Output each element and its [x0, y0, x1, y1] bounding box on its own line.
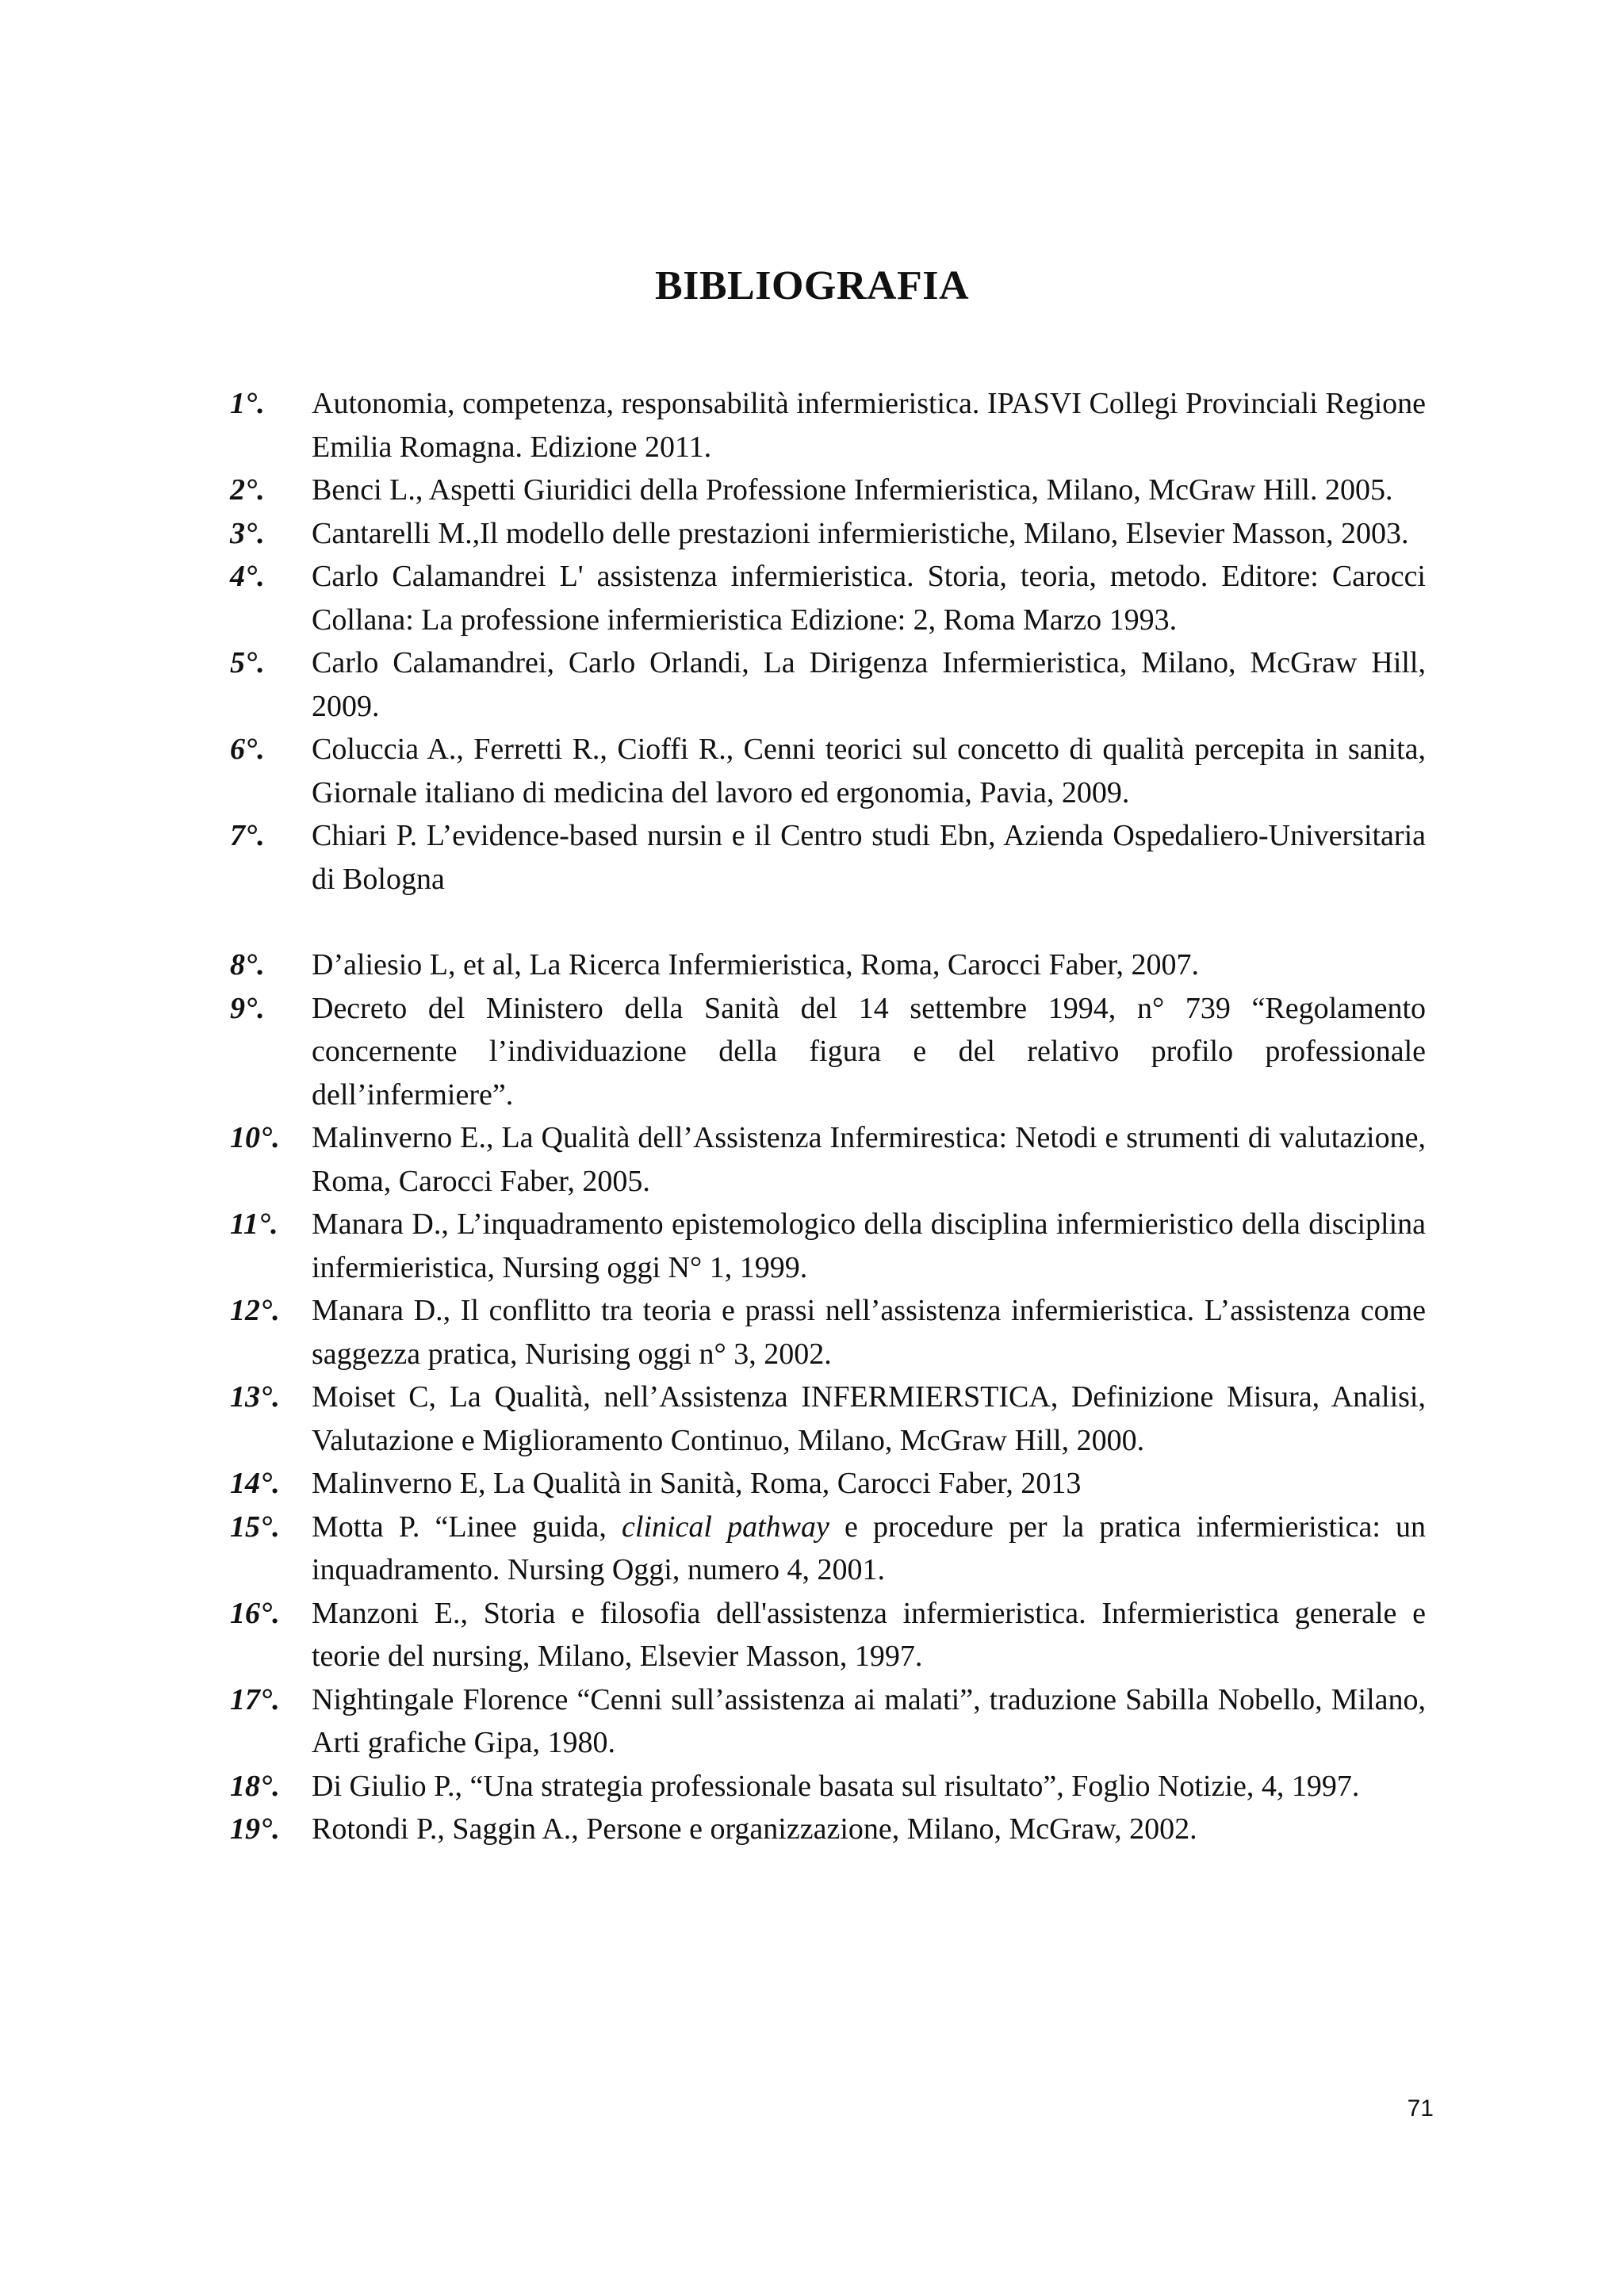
- entry-number: 13°.: [230, 1380, 280, 1414]
- bibliography-entry: [230, 1808, 1426, 1851]
- entry-number: 11°.: [230, 1207, 278, 1241]
- entry-text: Malinverno E, La Qualità in Sanità, Roma, Carocci Faber, 2013: [312, 1467, 1082, 1500]
- bibliography-entry: [230, 1289, 1426, 1376]
- page-number: 71: [1407, 2095, 1434, 2122]
- entry-number: 18°.: [230, 1769, 280, 1803]
- entry-number: 19°.: [230, 1812, 280, 1846]
- bibliography-entry: [230, 1116, 1426, 1203]
- bibliography-entry: [230, 1462, 1426, 1506]
- bibliography-entry: [230, 1678, 1426, 1765]
- entry-text: Decreto del Ministero della Sanità del 14 settembre 1994, n° 739 “Regolamento concernente l’individuazione della figura e del relativo profilo professionale dell’infermiere”.: [312, 991, 1426, 1112]
- entry-text: Di Giulio P., “Una strategia professionale basata sul risultato”, Foglio Notizie, 4, 1997.: [312, 1769, 1360, 1803]
- entry-text: D’aliesio L, et al, La Ricerca Infermieristica, Roma, Carocci Faber, 2007.: [312, 948, 1200, 982]
- entry-number: 7°.: [230, 819, 265, 852]
- bibliography-entry: [230, 1506, 1426, 1592]
- entry-text-part: e procedure per la pratica infermieristica: un inquadramento. Nursing Oggi, numero 4, 2001.: [312, 1510, 1427, 1586]
- entry-number: 9°.: [230, 991, 265, 1025]
- page-title: BIBLIOGRAFIA: [654, 262, 970, 308]
- bibliography-entry: [230, 1376, 1426, 1462]
- entry-number: 8°.: [230, 948, 265, 982]
- entry-text: Benci L., Aspetti Giuridici della Professione Infermieristica, Milano, McGraw Hill. 2005.: [312, 473, 1393, 507]
- entry-number: 1°.: [230, 387, 265, 420]
- entry-text: Coluccia A., Ferretti R., Cioffi R., Cenni teorici sul concetto di qualità percepita in sanita, Giornale italiano di medicina del lavoro ed ergonomia, Pavia, 2009.: [312, 733, 1426, 809]
- entry-number: 15°.: [230, 1510, 280, 1544]
- entry-text: Autonomia, competenza, responsabilità infermieristica. IPASVI Collegi Provinciali Regione Emilia Romagna. Edizione 2011.: [312, 387, 1426, 464]
- entry-text-italic: clinical pathway: [622, 1510, 829, 1544]
- entry-number: 10°.: [230, 1121, 280, 1154]
- entry-number: 6°.: [230, 733, 265, 766]
- entry-text: Nightingale Florence “Cenni sull’assistenza ai malati”, traduzione Sabilla Nobello, Milano, Arti grafiche Gipa, 1980.: [312, 1682, 1426, 1759]
- bibliography-entry: [230, 728, 1426, 814]
- entry-number: 14°.: [230, 1467, 280, 1500]
- entry-text: Carlo Calamandrei, Carlo Orlandi, La Dirigenza Infermieristica, Milano, McGraw Hill, 2009.: [312, 646, 1426, 723]
- bibliography-entry: [230, 943, 1426, 987]
- entry-text: Malinverno E., La Qualità dell’Assistenza Infermirestica: Netodi e strumenti di valutazione, Roma, Carocci Faber, 2005.: [312, 1121, 1426, 1198]
- bibliography-entry: [230, 1592, 1426, 1678]
- bibliography-entry: [230, 382, 1426, 469]
- entry-text: Chiari P. L’evidence-based nursin e il Centro studi Ebn, Azienda Ospedaliero-Universitaria di Bologna: [312, 819, 1426, 896]
- entry-text: Moiset C, La Qualità, nell’Assistenza INFERMIERSTICA, Definizione Misura, Analisi, Valutazione e Miglioramento Continuo, Milano, McGraw Hill, 2000.: [312, 1380, 1426, 1457]
- entry-number: 3°.: [230, 516, 265, 550]
- bibliography-entry: [230, 641, 1426, 728]
- entry-number: 4°.: [230, 560, 265, 593]
- bibliography-entry: [230, 814, 1426, 901]
- entry-number: 12°.: [230, 1294, 280, 1327]
- entry-number: 5°.: [230, 646, 265, 679]
- entry-number: 16°.: [230, 1596, 280, 1630]
- entry-number: 17°.: [230, 1682, 280, 1716]
- entry-text: Cantarelli M.,Il modello delle prestazioni infermieristiche, Milano, Elsevier Masson, 2003.: [312, 516, 1409, 550]
- entry-number: 2°.: [230, 473, 265, 507]
- entry-text-part: Motta P. “Linee guida,: [312, 1510, 622, 1544]
- bibliography-entry: [230, 469, 1426, 512]
- entry-text: Carlo Calamandrei L' assistenza infermieristica. Storia, teoria, metodo. Editore: Carocci Collana: La professione infermieristica Edizione: 2, Roma Marzo 1993.: [312, 560, 1426, 637]
- bibliography-list: [230, 382, 1426, 1851]
- entry-text: Manara D., Il conflitto tra teoria e prassi nell’assistenza infermieristica. L’assistenza come saggezza pratica, Nurising oggi n° 3, 2002.: [312, 1294, 1426, 1371]
- entry-text: Manzoni E., Storia e filosofia dell'assistenza infermieristica. Infermieristica generale e teorie del nursing, Milano, Elsevier Masson, 1997.: [312, 1596, 1426, 1673]
- bibliography-entry: [230, 1203, 1426, 1289]
- bibliography-entry: [230, 512, 1426, 556]
- bibliography-entry: [230, 1765, 1426, 1808]
- entry-text: Manara D., L’inquadramento epistemologico della disciplina infermieristico della disciplina infermieristica, Nursing oggi N° 1, 1999.: [312, 1207, 1426, 1284]
- entry-text: Rotondi P., Saggin A., Persone e organizzazione, Milano, McGraw, 2002.: [312, 1812, 1197, 1846]
- bibliography-entry: [230, 555, 1426, 641]
- bibliography-entry: [230, 987, 1426, 1117]
